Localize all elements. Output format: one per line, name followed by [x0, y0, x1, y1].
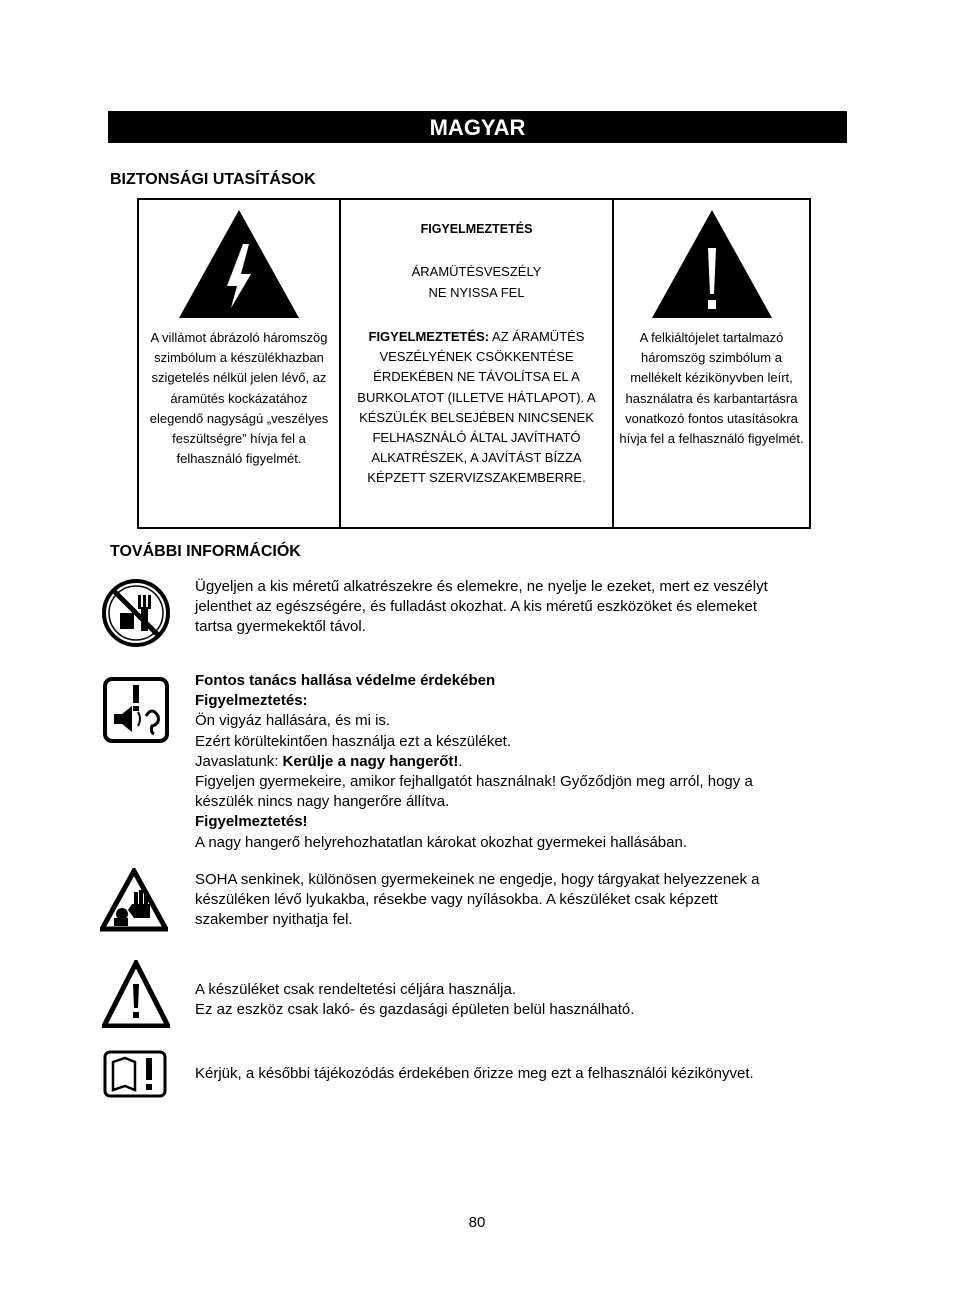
openings-line-2: készüléken lévő lyukakba, résekbe vagy nyílásokba. A készüléket csak képzett — [195, 891, 718, 909]
hearing-warning-1-text: Figyelmeztetés: — [195, 692, 308, 710]
do-not-open-label: NE NYISSA FEL — [428, 285, 525, 300]
warning-column — [339, 200, 612, 527]
openings-text — [195, 870, 835, 931]
hearing-line-5: készülék nincs nagy hangerőre állítva. — [195, 793, 450, 811]
intended-use-text — [195, 980, 835, 1020]
warning-heading: FIGYELMEZTETÉS — [420, 222, 533, 236]
openings-line-3: szakember nyithatja fel. — [195, 911, 353, 929]
no-swallow-icon — [100, 577, 172, 654]
manual-warning-icon — [103, 1050, 167, 1103]
hearing-warning-2 — [195, 812, 835, 832]
safety-heading: BIZTONSÁGI UTASÍTÁSOK — [110, 171, 316, 188]
lightning-triangle-icon — [139, 208, 339, 320]
exclamation-description: A felkiáltójelet tartalmazó háromszög szimbólum a mellékelt kézikönyvben leírt, használatra és karbantartásra vonatkozó fontos utasításokra hívja fel a felhasználó figyelmét. — [619, 330, 804, 447]
exclamation-triangle-small-icon — [102, 960, 170, 1033]
openings-line-1: SOHA senkinek, különösen gyermekeinek ne engedje, hogy tárgyakat helyezzenek a — [195, 871, 760, 888]
warning-table — [137, 198, 811, 529]
intended-use-line-2: Ez az eszköz csak lakó- és gazdasági épületen belül használható. — [195, 1001, 635, 1019]
warning-subheading — [341, 261, 612, 303]
small-parts-line-1: Ügyeljen a kis méretű alkatrészekre és elemekre, ne nyelje le ezeket, mert ez veszélyt — [195, 578, 768, 595]
language-banner: MAGYAR — [108, 111, 847, 143]
child-hand-warning-icon — [100, 868, 168, 937]
lightning-description: A villámot ábrázoló háromszög szimbólum a készülékhazban szigetelés nélkül jelen lévő, az áramütés kockázatához elegendő nagyságú „veszélyes feszültségre” hívja fel a felhasználó figyelmét. — [149, 330, 329, 467]
hearing-line-6: A nagy hangerő helyrehozhatatlan károkat okozhat gyermekei hallásában. — [195, 833, 687, 851]
more-info-heading: TOVÁBBI INFORMÁCIÓK — [110, 543, 301, 560]
hearing-warning-1 — [195, 691, 835, 711]
keep-manual-line-1: Kérjük, a későbbi tájékozódás érdekében őrizze meg ezt a felhasználói kézikönyvet. — [195, 1065, 754, 1082]
warning-body — [347, 327, 606, 489]
hearing-warning-icon — [102, 676, 170, 749]
hearing-warning-2-text: Figyelmeztetés! — [195, 813, 308, 831]
hearing-text — [195, 671, 835, 853]
hearing-title-text: Fontos tanács hallása védelme érdekében — [195, 672, 496, 689]
exclamation-column — [612, 200, 809, 527]
rec-prefix: Javaslatunk: — [195, 752, 283, 770]
small-parts-text — [195, 577, 835, 638]
shock-hazard-label: ÁRAMÜTÉSVESZÉLY — [411, 264, 542, 279]
intended-use-line-1: A készüléket csak rendeltetési céljára használja. — [195, 981, 517, 998]
hearing-line-2: Ezért körültekintően használja ezt a készüléket. — [195, 732, 512, 750]
warning-body-text: AZ ÁRAMÜTÉS VESZÉLYÉNEK CSÖKKENTÉSE ÉRDEKÉBEN NE TÁVOLÍTSA EL A BURKOLATOT (ILLETVE HÁTLAPOT). A KÉSZÜLÉK BELSEJÉBEN NINCSENEK FELHASZNÁLÓ ÁLTAL JAVÍTHATÓ ALKATRÉSZEK, A JAVÍTÁST BÍZZA KÉPZETT SZERVIZSZAKEMBERRE. — [357, 329, 596, 486]
lightning-column — [139, 200, 339, 527]
hearing-title — [195, 671, 835, 691]
hearing-line-4: Figyeljen gyermekeire, amikor fejhallgatót használnak! Győződjön meg arról, hogy a — [195, 773, 753, 791]
small-parts-line-2: jelenthet az egészségére, és fulladást okozhat. A kis méretű eszközöket és elemeket — [195, 598, 757, 616]
exclamation-triangle-icon — [614, 208, 809, 320]
keep-manual-text — [195, 1064, 835, 1084]
rec-suffix: . — [458, 752, 463, 770]
page-number: 80 — [468, 1214, 486, 1231]
hearing-recommendation — [195, 752, 835, 772]
hearing-line-1: Ön vigyáz hallására, és mi is. — [195, 712, 391, 730]
rec-bold: Kerülje a nagy hangerőt! — [282, 752, 459, 770]
warning-body-bold: FIGYELMEZTETÉS: — [368, 329, 490, 344]
small-parts-line-3: tartsa gyermekektől távol. — [195, 618, 366, 636]
